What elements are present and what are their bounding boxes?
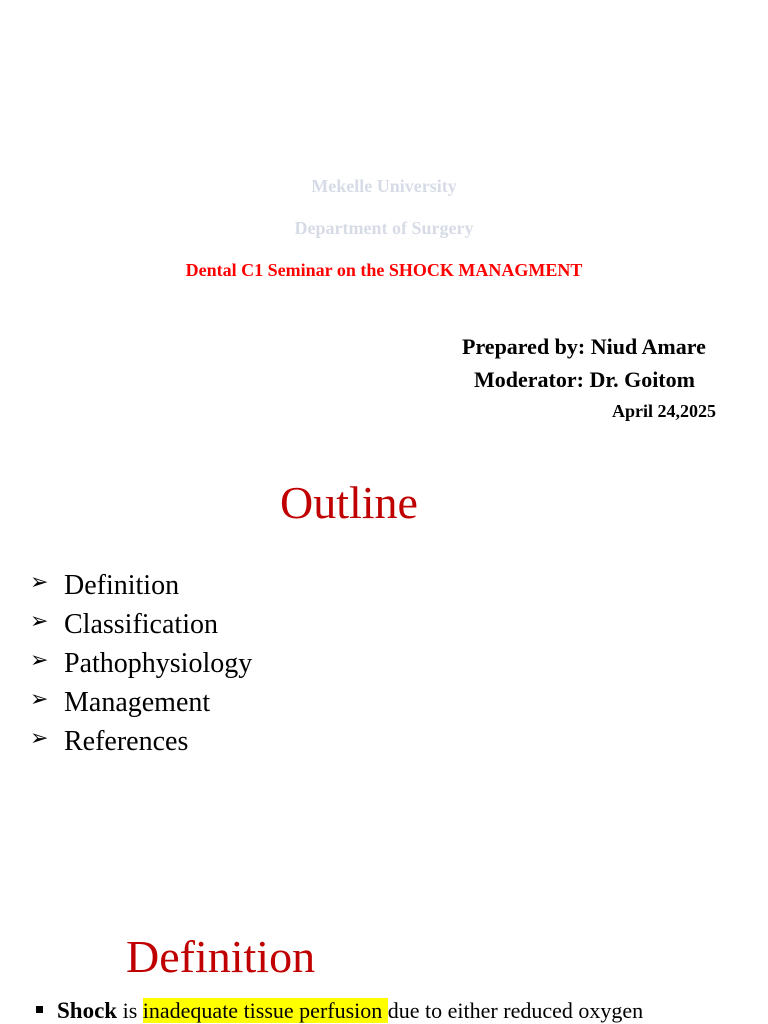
outline-item [30, 605, 252, 644]
outline-item-label: Definition [64, 569, 180, 601]
outline-list [30, 566, 252, 762]
outline-item-label: Classification [64, 608, 218, 640]
outline-item [30, 723, 252, 762]
outline-item [30, 684, 252, 723]
definition-term: Shock [57, 998, 118, 1023]
moderator: Moderator: Dr. Goitom [474, 367, 695, 392]
outline-item [30, 566, 252, 605]
arrow-bullet-icon: ➢ [30, 686, 49, 712]
outline-item-label: Management [64, 687, 211, 719]
square-bullet-icon [36, 1006, 43, 1013]
definition-rest: due to either reduced oxygen [387, 998, 644, 1023]
arrow-bullet-icon: ➢ [30, 568, 49, 594]
outline-heading: Outline [280, 477, 418, 528]
arrow-bullet-icon: ➢ [30, 646, 49, 672]
presentation-date: April 24,2025 [611, 401, 716, 421]
outline-item-label: Pathophysiology [64, 647, 253, 679]
arrow-bullet-icon: ➢ [30, 607, 49, 633]
outline-item-label: References [64, 726, 189, 758]
outline-item [30, 644, 252, 683]
arrow-bullet-icon: ➢ [30, 725, 49, 751]
definition-bullet [36, 998, 643, 1024]
highlighted-phrase: inadequate tissue perfusion [142, 998, 388, 1023]
definition-connector: is [117, 998, 143, 1023]
department-name: Department of Surgery [294, 218, 474, 238]
seminar-title: Dental C1 Seminar on the SHOCK MANAGMENT [185, 260, 583, 280]
university-name: Mekelle University [311, 176, 457, 196]
prepared-by: Prepared by: Niud Amare [462, 334, 706, 359]
definition-heading: Definition [126, 931, 316, 982]
